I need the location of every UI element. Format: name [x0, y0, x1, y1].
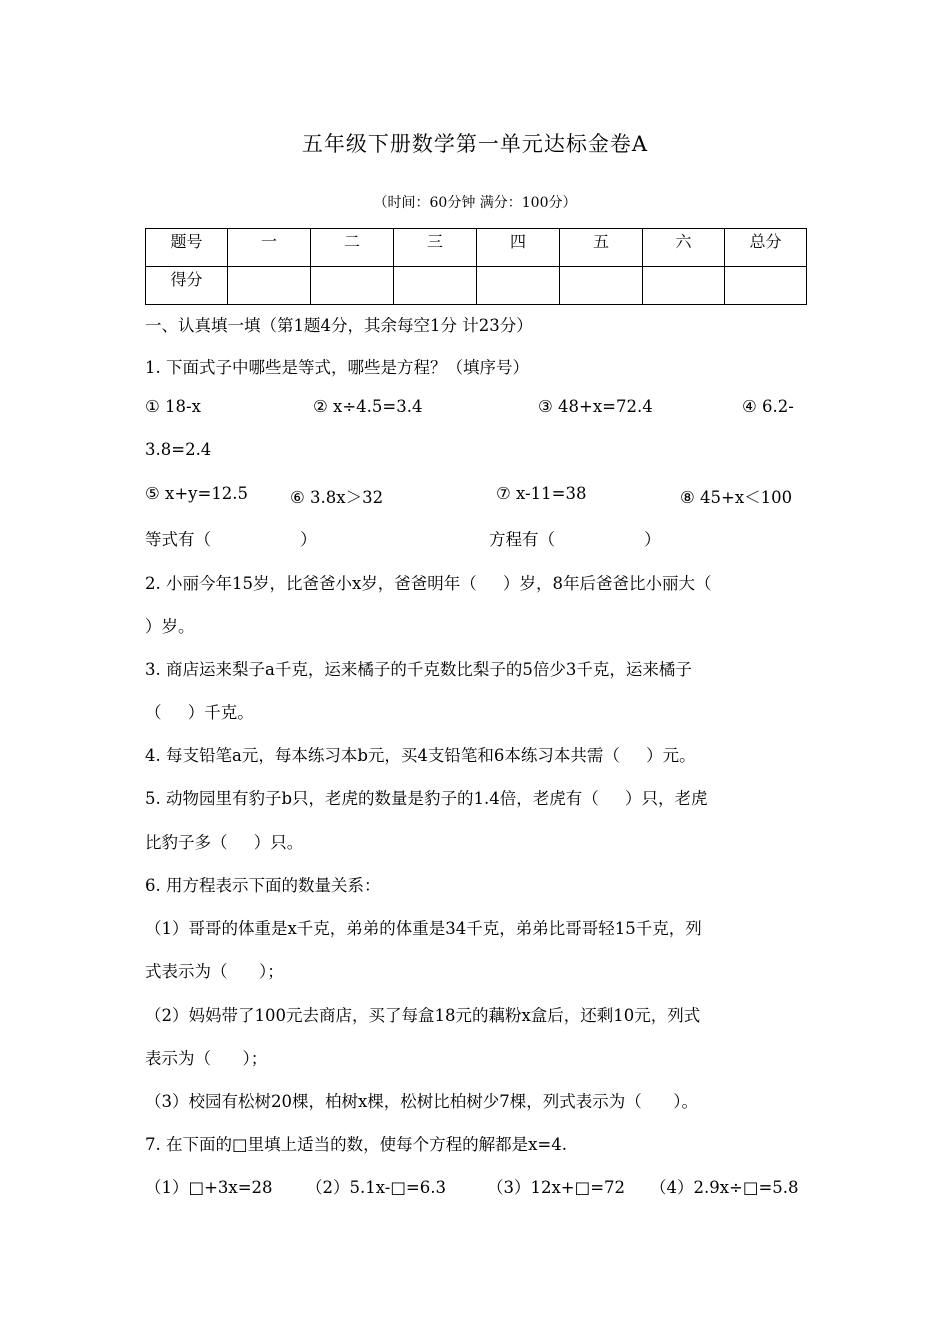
score-cell[interactable] [725, 267, 807, 305]
table-row-label: 得分 [146, 267, 228, 305]
equation-answer-blank[interactable]: 等式有（ ） [145, 530, 317, 549]
score-cell[interactable] [228, 267, 311, 305]
equation-item: （4）2.9x÷□=5.8 [650, 1178, 799, 1197]
table-header-cell: 三 [394, 229, 477, 267]
expression-item: ⑧ 45+x＜100 [680, 488, 793, 507]
equation-item: （3）12x+□=72 [487, 1178, 626, 1197]
question-3-cont: （ ）千克。 [145, 703, 254, 722]
score-cell[interactable] [394, 267, 477, 305]
equation-answer-blank[interactable]: 方程有（ ） [489, 530, 661, 549]
table-header-cell: 六 [643, 229, 725, 267]
expression-item: ⑥ 3.8x＞32 [290, 488, 384, 507]
question-2: 2. 小丽今年15岁，比爸爸小x岁，爸爸明年（ ）岁，8年后爸爸比小丽大（ [145, 574, 712, 593]
table-header-cell: 题号 [146, 229, 228, 267]
score-table-header-row [146, 229, 807, 267]
table-header-cell: 四 [477, 229, 560, 267]
question-6-sub-3: （3）校园有松树20棵，柏树x棵，松树比柏树少7棵，列式表示为（ ）。 [145, 1092, 699, 1111]
equation-item: （1）□+3x=28 [145, 1178, 273, 1197]
question-5-cont: 比豹子多（ ）只。 [145, 833, 304, 852]
question-2-cont: ）岁。 [145, 617, 195, 636]
expression-item: ⑤ x+y=12.5 [145, 484, 249, 503]
exam-info: （时间：60分钟 满分：100分） [373, 195, 577, 211]
table-header-cell: 总分 [725, 229, 807, 267]
expression-item: ⑦ x-11=38 [496, 484, 587, 503]
score-cell[interactable] [560, 267, 643, 305]
score-cell[interactable] [643, 267, 725, 305]
question-3: 3. 商店运来梨子a千克，运来橘子的千克数比梨子的5倍少3千克，运来橘子 [145, 660, 692, 679]
expression-item: ① 18-x [145, 397, 201, 416]
question-5: 5. 动物园里有豹子b只，老虎的数量是豹子的1.4倍，老虎有（ ）只，老虎 [145, 789, 708, 808]
score-table [145, 228, 807, 305]
score-cell[interactable] [477, 267, 560, 305]
expression-item: ② x÷4.5=3.4 [313, 397, 423, 416]
score-cell[interactable] [311, 267, 394, 305]
question-6-sub-1: （1）哥哥的体重是x千克，弟弟的体重是34千克，弟弟比哥哥轻15千克，列 [145, 919, 702, 938]
question-4: 4. 每支铅笔a元，每本练习本b元，买4支铅笔和6本练习本共需（ ）元。 [145, 746, 696, 765]
score-table-score-row [146, 267, 807, 305]
table-header-cell: 一 [228, 229, 311, 267]
expression-item: ④ 6.2- [742, 397, 794, 416]
question-6: 6. 用方程表示下面的数量关系： [145, 876, 381, 895]
equation-item: （2）5.1x-□=6.3 [306, 1178, 446, 1197]
question-6-sub-2-cont: 表示为（ ）； [145, 1049, 268, 1068]
table-header-cell: 二 [311, 229, 394, 267]
page-title: 五年级下册数学第一单元达标金卷A [301, 132, 649, 156]
question-6-sub-1-cont: 式表示为（ ）； [145, 962, 284, 981]
expression-item-continued: 3.8=2.4 [145, 440, 212, 459]
section-heading: 一、认真填一填（第1题4分，其余每空1分 计23分） [145, 316, 533, 335]
table-header-cell: 五 [560, 229, 643, 267]
expression-item: ③ 48+x=72.4 [538, 397, 653, 416]
question-1: 1. 下面式子中哪些是等式，哪些是方程？（填序号） [145, 358, 529, 377]
question-6-sub-2: （2）妈妈带了100元去商店，买了每盒18元的藕粉x盒后，还剩10元，列式 [145, 1006, 701, 1025]
question-7: 7. 在下面的□里填上适当的数，使每个方程的解都是x=4. [145, 1135, 567, 1154]
